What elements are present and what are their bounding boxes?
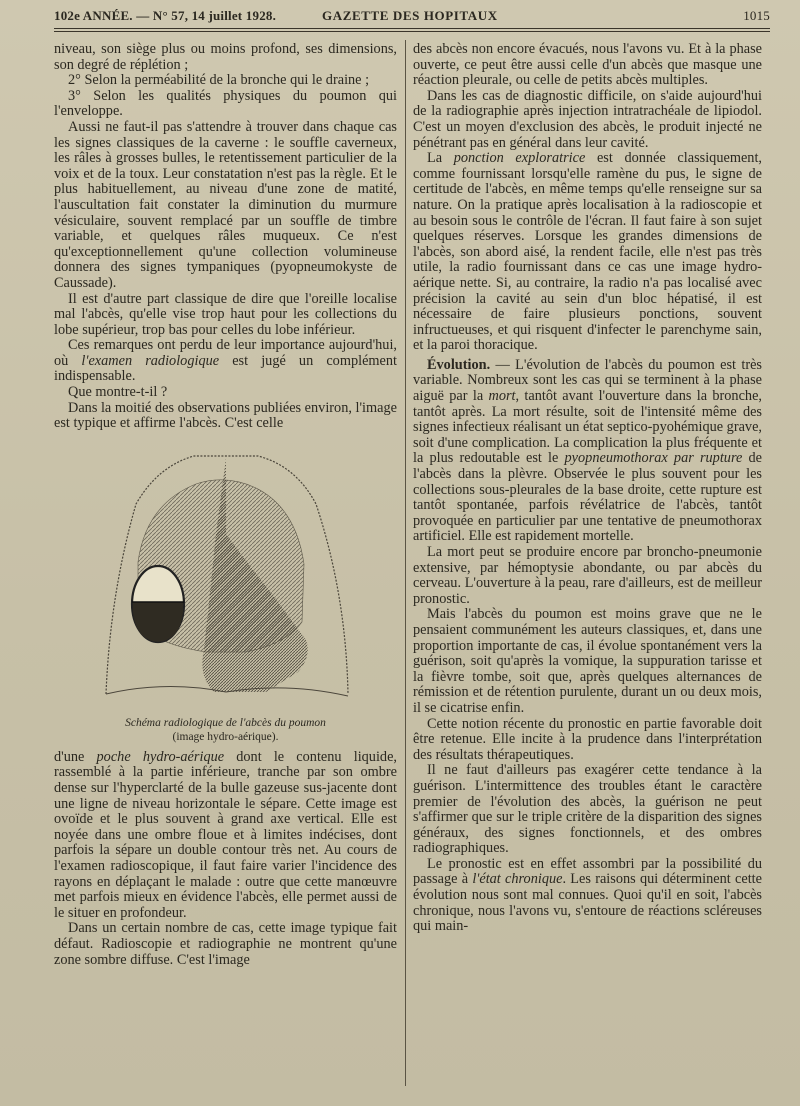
paragraph: 2° Selon la perméabilité de la bronche qui le draine ; — [68, 72, 370, 89]
journal-title: GAZETTE DES HOPITAUX — [322, 8, 498, 23]
page-number: 1015 — [743, 8, 770, 23]
right-column — [413, 42, 762, 935]
paragraph: niveau, son siège plus ou moins profond, ses dimensions, son degré de réplétion ; — [54, 41, 397, 73]
header-rule — [54, 28, 770, 29]
paragraph: Il ne faut d'ailleurs pas exagérer cette tendance à la guérison. L'intermittence des troubles étant le caractère premier de l'évolution des abcès, la guérison ne peut s'affirmer que sur le triple critère de la disparition des signes généraux, des signes fonctionnels, et des ombres radiographiques. — [413, 762, 762, 857]
paragraph: 3° Selon les qualités physiques du poumon qui l'enveloppe. — [54, 87, 397, 120]
section-heading: Évolution. — [427, 356, 491, 373]
paragraph: des abcès non encore évacués, nous l'avons vu. Et à la phase ouverte, ce peut être aussi celle d'un abcès que masque une réaction pleurale, ou celle de petits abcès multiples. — [413, 41, 762, 89]
paragraph: Le pronostic est en effet assombri par la possibilité du passage à l'état chronique. Les raisons qui déterminent cette évolution nous sont mal connues. Quoi qu'il en soit, l'abcès chronique, nous l'avons vu, s'entoure de réactions scléreuses qui main- — [413, 855, 762, 935]
paragraph: Il est d'autre part classique de dire que l'oreille localise mal l'abcès, qu'elle vise trop haut pour les collections du lobe supérieur, trop bas pour celles du lobe inférieur. — [54, 290, 397, 338]
header-rule-double — [54, 31, 770, 32]
radiology-figure — [54, 444, 397, 744]
paragraph: Ces remarques ont perdu de leur importance aujourd'hui, où l'examen radiologique est jugé un complément indispensable. — [54, 337, 397, 385]
chest-radiograph-schematic — [76, 444, 376, 712]
paragraph: La mort peut se produire encore par broncho-pneumonie extensive, par hémoptysie abondante, ou par abcès du cerveau. L'ouverture à la peau, rare d'ailleurs, est de meilleur pronostic. — [413, 544, 762, 607]
page-header — [54, 6, 770, 28]
paragraph: Mais l'abcès du poumon est moins grave que ne le pensaient communément les auteurs classiques, et, dans une proportion importante de cas, il évolue spontanément vers la guérison, soit qu'après la vomique, la suppuration tarisse et la fièvre tombe, soit que, après quelques alternances de rémission et de rétention purulente, durant un ou deux mois, il se cicatrise enfin. — [413, 606, 762, 716]
figure-caption: Schéma radiologique de l'abcès du poumon (image hydro-aérique). — [125, 716, 326, 743]
paragraph: Dans un certain nombre de cas, cette image typique fait défaut. Radioscopie et radiographie ne montrent qu'une zone sombre diffuse. C'est l'image — [54, 920, 397, 968]
paragraph: La ponction exploratrice est donnée classiquement, comme fournissant lorsqu'elle ramène du pus, le signe de certitude de l'abcès, en même temps qu'elle renseigne sur sa nature. On la pratique après localisation à la radioscopie et au besoin sous le contrôle de l'écran. Il faut faire à son sujet quelques réserves. Lorsque les grandes dimensions de l'abcès, son abord aisé, la rendent facile, elle n'est pas très utile, la radio fournissant dans ce cas une image hydro-aérique nette. Si, au contraire, la radio n'a pas localisé avec précision la cavité au sein d'un bloc hépatisé, il est nécessaire de faire plusieurs ponctions, souvent infructueuses, et qui risquent d'infecter le parenchyme sain, et la paroi thoracique. — [413, 150, 762, 354]
issue-info: 102e ANNÉE. — N° 57, 14 juillet 1928. — [54, 8, 277, 23]
column-divider — [405, 40, 406, 1086]
paragraph: Que montre-t-il ? — [68, 384, 168, 401]
left-column — [54, 42, 397, 968]
paragraph: d'une poche hydro-aérique dont le contenu liquide, rassemblé à la partie inférieure, tranche par son ombre dense sur l'hyperclarté de la bulle gazeuse sus-jacente dont une ligne de niveau horizontale le sépare. Cette image est ovoïde et le plus souvent à grand axe vertical. Elle est noyée dans une ombre floue et à limites indécises, dont parfois la sépare un double contour très net. Au cours de l'examen radioscopique, il faut faire varier l'incidence des rayons en déplaçant le malade : outre que cette manœuvre met parfois mieux en évidence l'abcès, elle permet aussi de le situer en profondeur. — [54, 748, 397, 921]
paragraph: Dans la moitié des observations publiées environ, l'image est typique et affirme l'abcès. C'est celle — [54, 399, 397, 432]
paragraph-evolution: Évolution. — L'évolution de l'abcès du poumon est très variable. Nombreux sont les cas qui se terminent à la phase aiguë par la mort, tantôt avant l'ouverture dans la bronche, tantôt après. La mort résulte, soit de l'intensité même des signes infectieux réalisant un état septico-pyohémique grave, soit d'une complication. La complication la plus fréquente et la plus redoutable est le pyopneumothorax par rupture de l'abcès dans la plèvre. Observée le plus souvent pour les collections sous-pleurales de la base droite, cette rupture est tantôt spontanée, parfois révélatrice de l'abcès, tantôt provoquée en particulier par une tentative de pneumothorax artificiel. Elle est rapidement mortelle. — [413, 356, 762, 545]
paragraph: Aussi ne faut-il pas s'attendre à trouver dans chaque cas les signes classiques de la caverne : le souffle caverneux, les râles à grosses bulles, le retentissement particulier de la voix et de la toux. Leur constatation n'est pas la règle. Et le plus habituellement, au niveau d'une zone de matité, l'auscultation fait constater la diminution du murmure vésiculaire, souvent remplacé par un souffle de timbre variable, et quelques râles muqueux. Ce n'est qu'exceptionnellement qu'une collection volumineuse donnera des signes tympaniques (pyopneumokyste de Caussade). — [54, 118, 397, 291]
paragraph: Cette notion récente du pronostic en partie favorable doit être retenue. Elle incite à la prudence dans l'interprétation des résultats thérapeutiques. — [413, 715, 762, 763]
paragraph: Dans les cas de diagnostic difficile, on s'aide aujourd'hui de la radiographie après injection intratrachéale de lipiodol. C'est un moyen d'exclusion des abcès, le produit injecté ne pénétrant pas en général dans leur cavité. — [413, 87, 762, 151]
